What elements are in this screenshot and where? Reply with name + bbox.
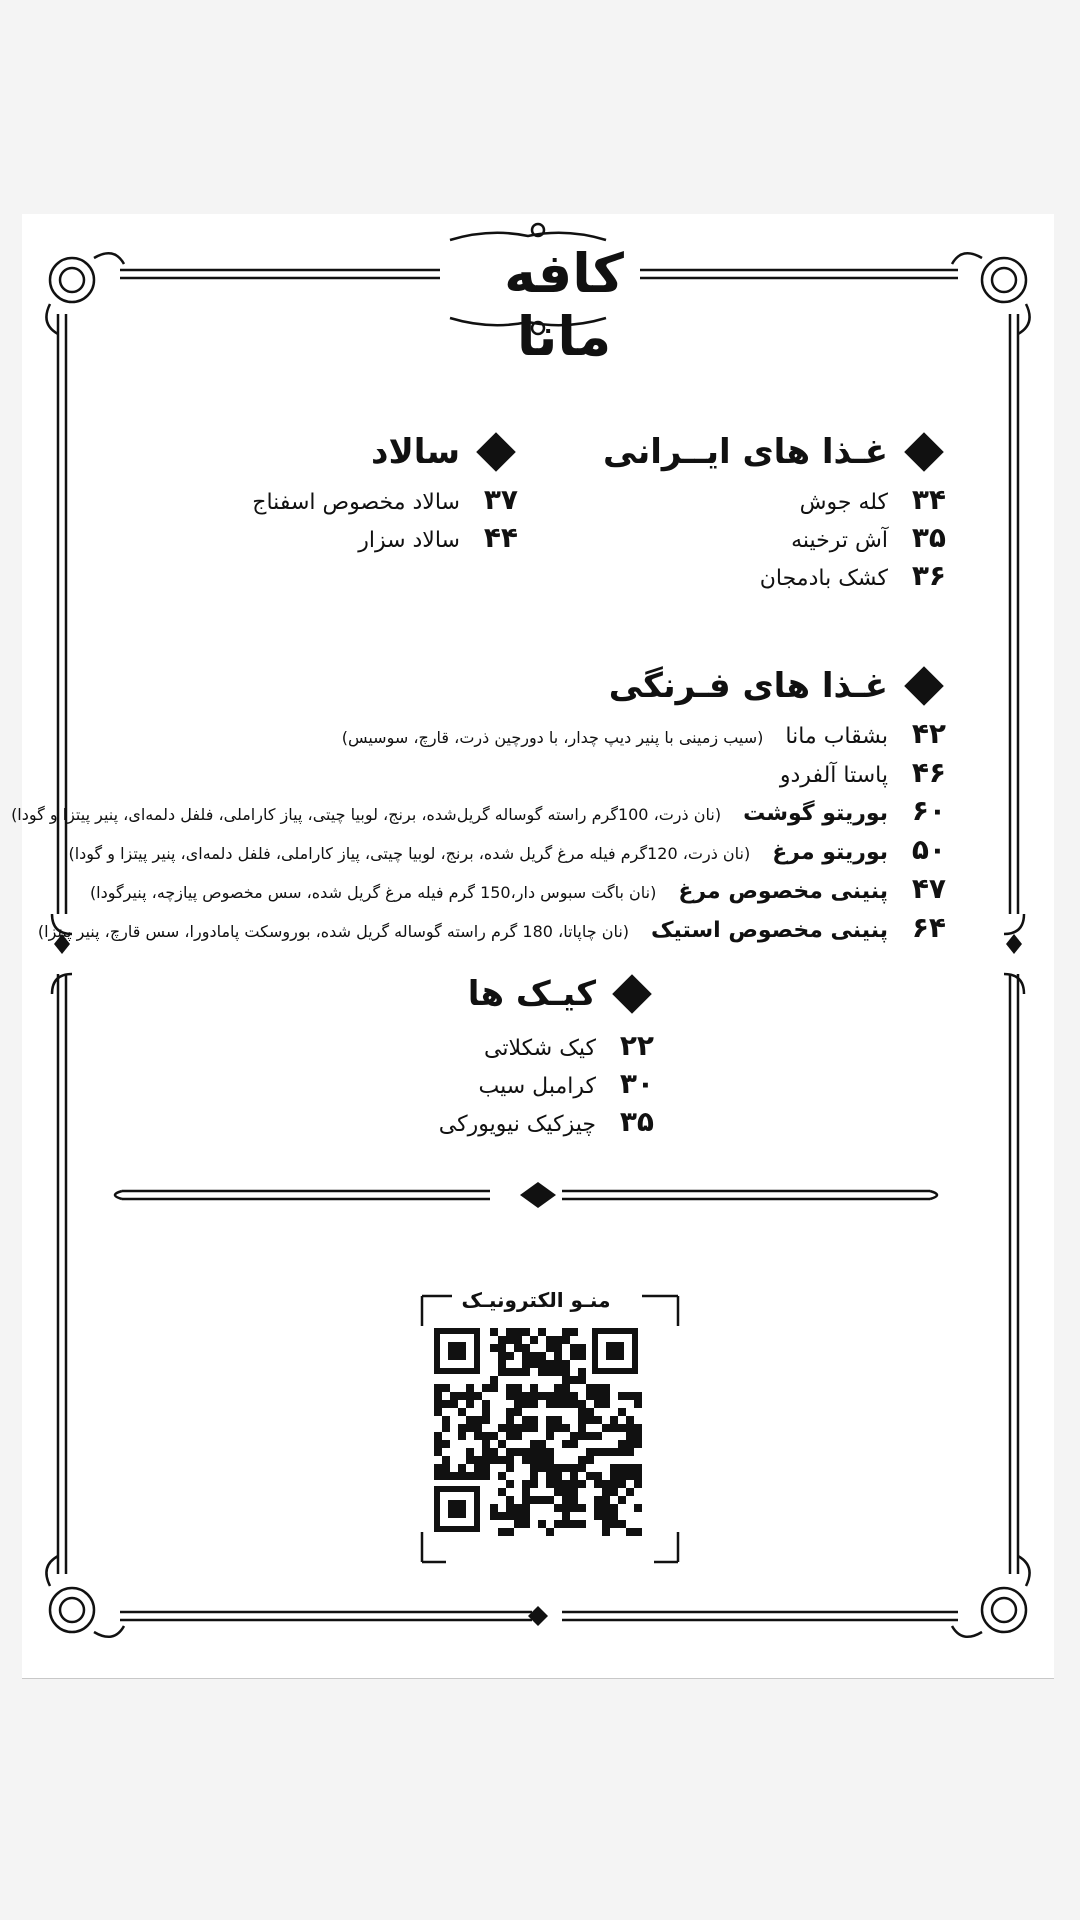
section-salad-heading (252, 432, 518, 472)
item-number: ۴۷ (911, 872, 946, 905)
section-salad (252, 432, 518, 558)
menu-item (11, 793, 946, 832)
menu-item (252, 520, 518, 558)
item-name: پنینی مخصوص مرغ (678, 879, 888, 904)
item-description: (نان باگت سبوس دار،150 گرم فیله مرغ گریل شده، سس مخصوص پیازچه، پنیرگودا) (89, 883, 657, 902)
section-iranian (603, 432, 946, 596)
item-number: ۳۵ (911, 521, 946, 554)
item-number: ۳۴ (911, 483, 946, 516)
menu-item (439, 1066, 654, 1104)
qr-code[interactable] (398, 1282, 674, 1558)
menu-item (439, 1028, 654, 1066)
qr-title-text: منـو الکترونیـک (452, 1288, 621, 1312)
item-name: چیزکیک نیویورکی (438, 1112, 596, 1137)
item-name: آش ترخینه (791, 528, 888, 553)
menu-item (603, 558, 946, 596)
menu-item (439, 1104, 654, 1142)
cafe-logo (464, 214, 664, 368)
item-description: (نان ذرت، 100گرم راسته گوساله گریل‌شده، برنج، لوبیا چیتی، پیاز کاراملی، فلفل دلمه‌ای، پنیر پیتزا و گودا) (11, 805, 722, 824)
item-number: ۴۲ (911, 717, 946, 750)
item-name: کله جوش (799, 490, 888, 515)
diamond-icon (476, 432, 516, 472)
section-title: غـذا های فـرنگی (608, 666, 888, 706)
item-name: بوریتو مرغ (772, 840, 888, 865)
menu-item (11, 871, 946, 910)
menu-item (603, 482, 946, 520)
menu-item (11, 716, 946, 755)
section-iranian-heading (603, 432, 946, 472)
logo-text: کافه مانا (504, 242, 624, 368)
item-name: پنینی مخصوص استیک (651, 918, 888, 943)
item-description: (نان ذرت، 120گرم فیله مرغ گریل شده، برنج، لوبیا چیتی، پیاز کاراملی، فلفل دلمه‌ای، پنیر پیتزا و گودا) (68, 844, 751, 863)
item-number: ۳۶ (911, 559, 946, 592)
item-name: کشک بادمجان (759, 566, 888, 591)
item-name: سالاد مخصوص اسفناج (252, 490, 460, 515)
menu-sheet (11, 214, 1054, 1679)
diamond-icon (612, 974, 652, 1014)
item-name: بوریتو گوشت (743, 801, 888, 826)
item-number: ۵۰ (911, 833, 946, 866)
section-cakes-heading (439, 974, 654, 1014)
item-number: ۳۰ (619, 1067, 654, 1100)
section-title: سالاد (371, 432, 460, 472)
menu-item (11, 832, 946, 871)
item-name: بشقاب مانا (785, 724, 888, 749)
item-description: (سیب زمینی با پنیر دیپ چدار، با دورچین ذرت، قارچ، سوسیس) (341, 728, 764, 747)
section-western-heading (11, 666, 946, 706)
item-number: ۳۵ (619, 1105, 654, 1138)
diamond-icon (904, 666, 944, 706)
item-description: (نان چاپاتا، 180 گرم راسته گوساله گریل شده، بوروسکت پامادورا، سس قارچ، پنیر پیتزا) (37, 922, 630, 941)
menu-item (252, 482, 518, 520)
section-western (11, 666, 946, 949)
menu-item (11, 910, 946, 949)
item-number: ۴۴ (483, 521, 518, 554)
diamond-icon (904, 432, 944, 472)
menu-item (603, 520, 946, 558)
item-number: ۲۲ (619, 1029, 654, 1062)
item-number: ۳۷ (483, 483, 518, 516)
item-name: پاستا آلفردو (779, 763, 888, 788)
section-cakes (439, 974, 654, 1142)
section-title: کیـک ها (467, 974, 596, 1014)
item-name: کیک شکلاتی (484, 1036, 596, 1061)
item-name: سالاد سزار (358, 528, 460, 553)
item-name: کرامبل سیب (478, 1074, 596, 1099)
qr-code-box (398, 1282, 674, 1558)
item-number: ۶۴ (911, 911, 946, 944)
menu-item (11, 755, 946, 793)
item-number: ۶۰ (911, 794, 946, 827)
section-title: غـذا های ایــرانی (603, 432, 888, 472)
item-number: ۴۶ (911, 756, 946, 789)
